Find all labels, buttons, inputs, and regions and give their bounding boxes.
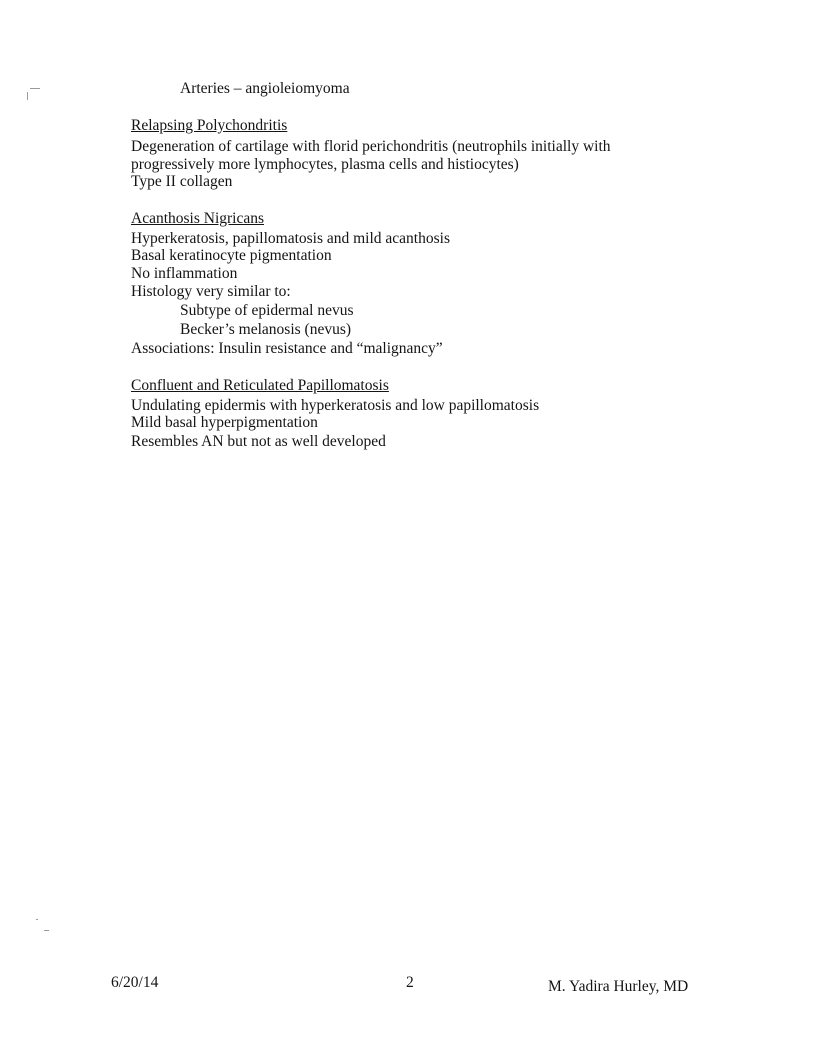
body-line: Degeneration of cartilage with florid perichondritis (neutrophils initially with — [131, 138, 611, 155]
scan-speck — [44, 930, 49, 931]
body-line: Resembles AN but not as well developed — [131, 433, 386, 450]
scan-speck — [27, 92, 28, 100]
section-heading-relapsing-polychondritis: Relapsing Polychondritis — [131, 117, 288, 134]
section-heading-acanthosis-nigricans: Acanthosis Nigricans — [131, 210, 265, 227]
body-line: Type II collagen — [131, 173, 233, 190]
body-line: Basal keratinocyte pigmentation — [131, 247, 332, 264]
section-heading-confluent-reticulated-papillomatosis: Confluent and Reticulated Papillomatosis — [131, 377, 389, 394]
body-line: Histology very similar to: — [131, 283, 291, 300]
footer-page-number: 2 — [406, 974, 414, 991]
arteries-line: Arteries – angioleiomyoma — [180, 80, 350, 97]
body-line: progressively more lymphocytes, plasma cells and histiocytes) — [131, 156, 519, 173]
scan-speck — [30, 88, 40, 89]
body-line: Associations: Insulin resistance and “malignancy” — [131, 340, 443, 357]
scan-speck — [36, 919, 38, 920]
indented-line: Becker’s melanosis (nevus) — [180, 321, 352, 338]
indented-line: Subtype of epidermal nevus — [180, 302, 354, 319]
body-line: Mild basal hyperpigmentation — [131, 414, 318, 431]
footer-author: M. Yadira Hurley, MD — [548, 978, 689, 995]
body-line: Undulating epidermis with hyperkeratosis and low papillomatosis — [131, 397, 540, 414]
footer-date: 6/20/14 — [111, 974, 159, 991]
body-line: No inflammation — [131, 265, 238, 282]
body-line: Hyperkeratosis, papillomatosis and mild acanthosis — [131, 230, 450, 247]
